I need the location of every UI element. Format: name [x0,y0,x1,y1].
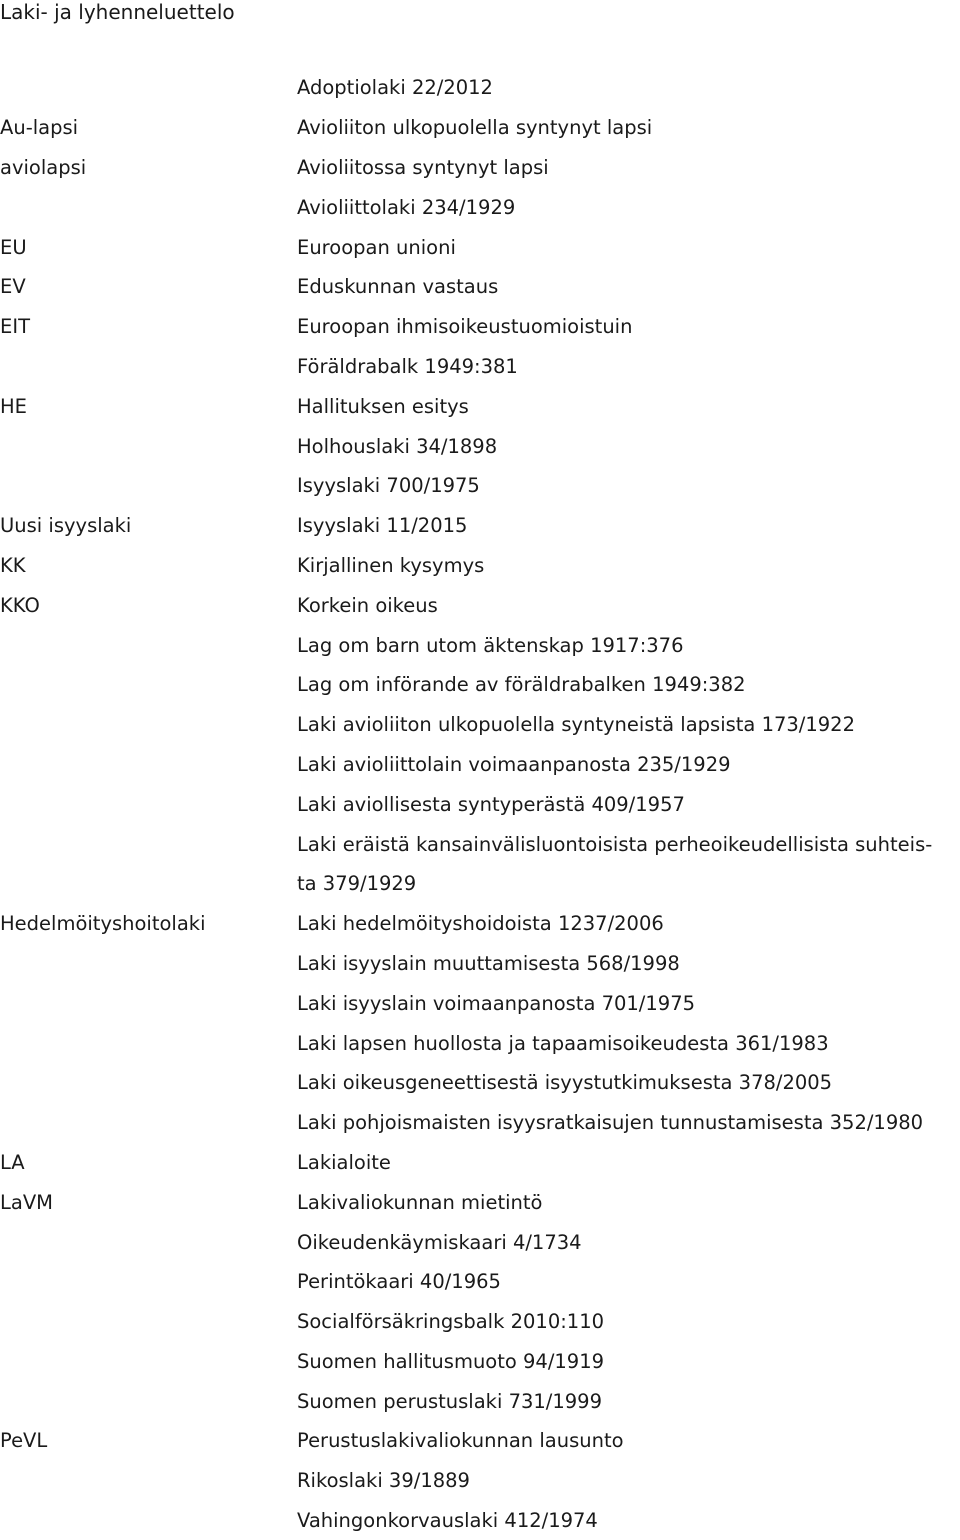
abbreviation: Au-lapsi [0,116,79,140]
law-name: Laki isyyslain muuttamisesta 568/1998 [297,951,680,975]
law-name: Avioliiton ulkopuolella syntynyt lapsi [297,116,653,140]
list-item [0,864,960,904]
list-item [0,546,960,586]
abbreviation: EU [0,235,27,259]
abbreviation: LaVM [0,1190,53,1214]
law-name: ta 379/1929 [297,872,417,896]
law-name: Suomen perustuslaki 731/1999 [297,1389,602,1413]
law-name: Perintökaari 40/1965 [297,1270,501,1294]
list-item [0,824,960,864]
law-name: Laki isyyslain voimaanpanosta 701/1975 [297,991,696,1015]
law-name: Adoptiolaki 22/2012 [297,76,493,100]
list-item [0,1143,960,1183]
law-name: Lakialoite [297,1150,391,1174]
law-name: Laki oikeusgeneettisestä isyystutkimuksesta 378/2005 [297,1071,833,1095]
law-name: Lag om införande av föräldrabalken 1949:382 [297,673,746,697]
list-item [0,1103,960,1143]
abbreviation: Hedelmöityshoitolaki [0,912,206,936]
list-item [0,426,960,466]
list-item [0,1302,960,1342]
list-item [0,307,960,347]
list-item [0,68,960,108]
page-title: Laki- ja lyhenneluettelo [0,0,235,24]
law-name: Suomen hallitusmuoto 94/1919 [297,1349,605,1373]
list-item [0,1262,960,1302]
list-item [0,108,960,148]
list-item [0,148,960,188]
abbreviation: KKO [0,593,40,617]
abbreviation: Uusi isyyslaki [0,514,132,538]
list-item [0,187,960,227]
list-item [0,1342,960,1382]
list-item [0,506,960,546]
law-name: Laki hedelmöityshoidoista 1237/2006 [297,912,664,936]
law-name: Laki eräistä kansainvälisluontoisista perheoikeudellisista suhteis- [297,832,933,856]
law-name: Laki avioliiton ulkopuolella syntyneistä lapsista 173/1922 [297,713,855,737]
list-item [0,386,960,426]
law-name: Laki pohjoismaisten isyysratkaisujen tunnustamisesta 352/1980 [297,1111,924,1135]
law-name: Laki aviollisesta syntyperästä 409/1957 [297,792,685,816]
list-item [0,267,960,307]
law-name: Euroopan unioni [297,235,456,259]
list-item [0,1063,960,1103]
law-name: Laki lapsen huollosta ja tapaamisoikeudesta 361/1983 [297,1031,829,1055]
list-item [0,227,960,267]
law-name: Rikoslaki 39/1889 [297,1469,470,1493]
list-item [0,904,960,944]
list-item [0,944,960,984]
law-name: Lag om barn utom äktenskap 1917:376 [297,633,684,657]
list-item [0,1421,960,1461]
law-name: Holhouslaki 34/1898 [297,434,498,458]
list-item [0,705,960,745]
abbreviation: EV [0,275,26,299]
law-name: Hallituksen esitys [297,394,469,418]
abbreviation-list [0,68,960,1540]
abbreviation: EIT [0,315,30,339]
list-item [0,1381,960,1421]
law-name: Socialförsäkringsbalk 2010:110 [297,1310,605,1334]
list-item [0,665,960,705]
list-item [0,784,960,824]
list-item [0,745,960,785]
law-name: Euroopan ihmisoikeustuomioistuin [297,315,633,339]
law-name: Vahingonkorvauslaki 412/1974 [297,1509,598,1533]
law-name: Isyyslaki 11/2015 [297,514,468,538]
abbreviation: HE [0,394,27,418]
list-item [0,1023,960,1063]
list-item [0,585,960,625]
list-item [0,1461,960,1501]
list-item [0,1222,960,1262]
law-name: Oikeudenkäymiskaari 4/1734 [297,1230,582,1254]
abbreviation: aviolapsi [0,155,87,179]
abbreviation: PeVL [0,1429,48,1453]
abbreviation: LA [0,1150,25,1174]
law-name: Perustuslakivaliokunnan lausunto [297,1429,624,1453]
law-name: Lakivaliokunnan mietintö [297,1190,543,1214]
list-item [0,625,960,665]
law-name: Kirjallinen kysymys [297,553,485,577]
list-item [0,347,960,387]
law-name: Laki avioliittolain voimaanpanosta 235/1929 [297,752,731,776]
list-item [0,1182,960,1222]
law-name: Avioliittolaki 234/1929 [297,195,516,219]
law-name: Avioliitossa syntynyt lapsi [297,155,549,179]
law-name: Eduskunnan vastaus [297,275,499,299]
list-item [0,466,960,506]
law-name: Isyyslaki 700/1975 [297,474,480,498]
law-name: Föräldrabalk 1949:381 [297,354,518,378]
list-item [0,1501,960,1540]
abbreviation: KK [0,553,26,577]
law-name: Korkein oikeus [297,593,438,617]
list-item [0,983,960,1023]
